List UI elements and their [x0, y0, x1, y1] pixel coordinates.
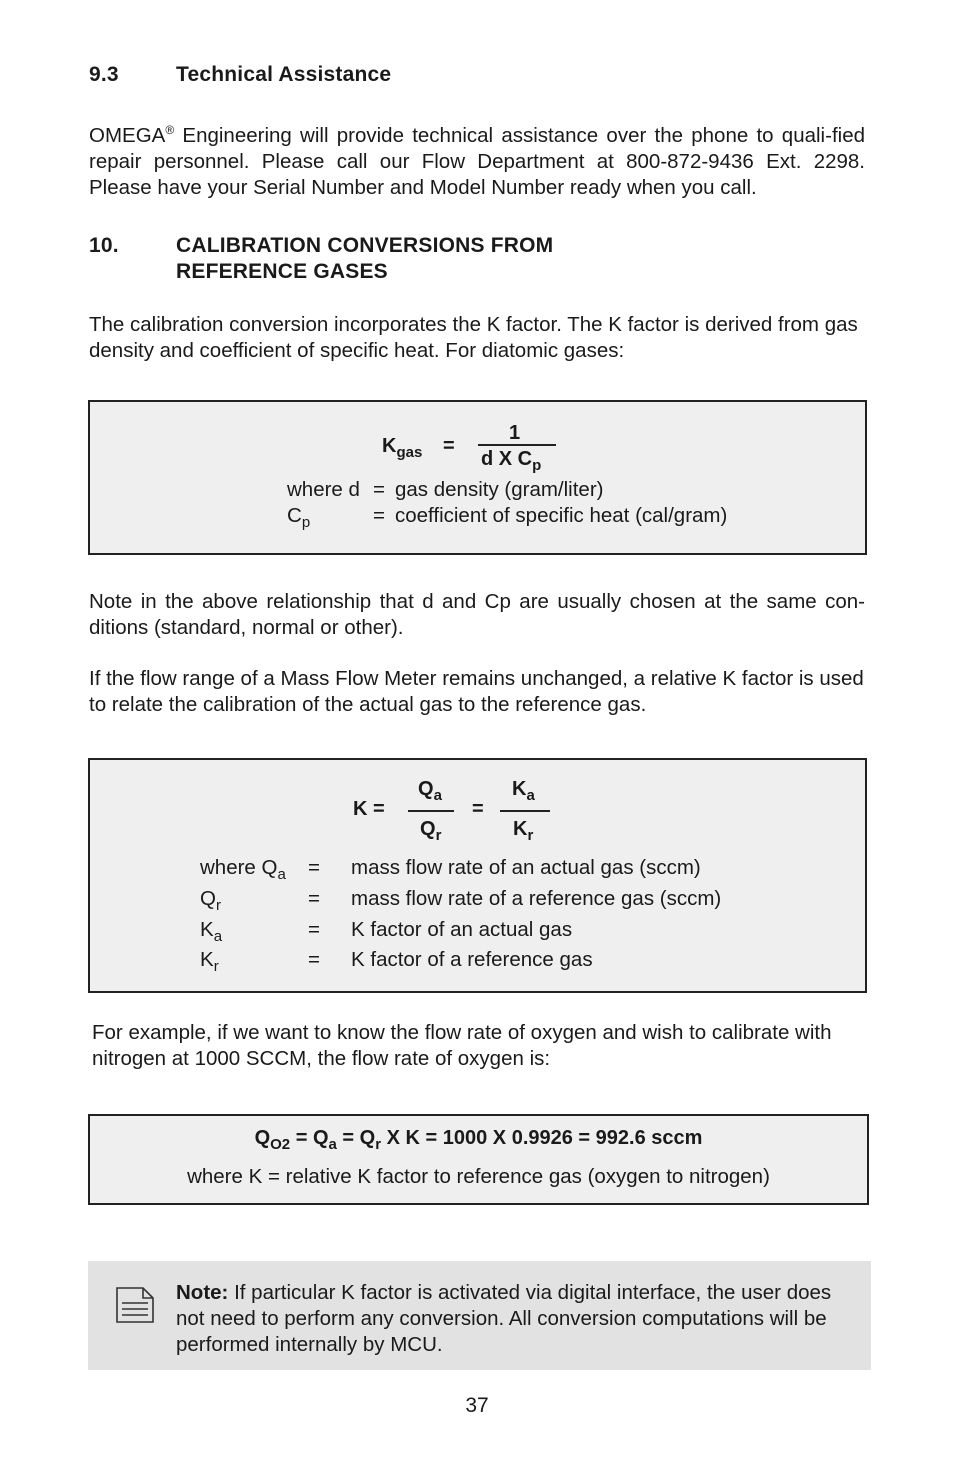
def-qa-equals: =: [308, 856, 320, 879]
def-d-equals: =: [373, 478, 385, 501]
oxygen-example-box: [88, 1114, 869, 1205]
same-conditions-paragraph: Note in the above relationship that d and Cp are usually chosen at the same con-ditions (standard, normal or other).: [89, 590, 865, 639]
qr-denominator: $Q_r$: [420, 818, 442, 844]
section-title-technical-assistance: Technical Assistance: [176, 63, 392, 86]
def-qr-text: mass flow rate of a reference gas (sccm): [351, 887, 722, 910]
technical-assistance-paragraph: [89, 117, 865, 201]
kr-denominator: $K_r$: [513, 818, 534, 844]
calibration-intro-paragraph: The calibration conversion incorporates the K factor. The K factor is derived from gas density and coefficient of specific heat. For diatomic gases:: [89, 313, 858, 362]
def-cp-equals: =: [373, 504, 385, 527]
def-qa-text: mass flow rate of an actual gas (sccm): [351, 856, 701, 879]
ratio-equals: =: [472, 798, 484, 820]
registered-mark: ®: [165, 123, 175, 137]
ka-numerator: $K_a$: [512, 778, 535, 804]
section-title-line1: CALIBRATION CONVERSIONS FROM: [176, 234, 554, 257]
note-text-block: [176, 1280, 861, 1358]
section-number-10: 10.: [89, 234, 119, 257]
def-cp-text: coefficient of specific heat (cal/gram): [395, 504, 728, 527]
def-ka-text: K factor of an actual gas: [351, 918, 573, 941]
note-icon: [115, 1286, 155, 1329]
def-qr-label: $Q_r$: [200, 887, 221, 914]
omega-name: OMEGA: [89, 123, 166, 147]
def-qa-label: where $Q_a$: [200, 856, 286, 883]
def-qr-equals: =: [308, 887, 320, 910]
k-gas-symbol: $K_{gas}$: [382, 435, 423, 461]
k-fraction-line: [500, 810, 550, 812]
technical-assistance-text: Engineering will provide technical assistance over the phone to quali-fied repair personnel. Please call our Flow Department at 800-872-9436 Ext. 2298. Please have your Serial Number and Model Number ready when you call.: [89, 123, 865, 199]
k-gas-numerator: 1: [509, 422, 521, 444]
k-gas-denominator: d X $C_p$: [481, 448, 542, 474]
k-gas-fraction-line: [478, 444, 556, 446]
section-title-line2: REFERENCE GASES: [176, 260, 388, 283]
def-d-label: where d: [287, 478, 360, 501]
def-d-text: gas density (gram/liter): [395, 478, 604, 501]
relative-k-factor-definition: where K = relative K factor to reference gas (oxygen to nitrogen): [187, 1165, 770, 1188]
def-cp-label: $C_p$: [287, 504, 311, 531]
page-number: 37: [465, 1394, 489, 1417]
oxygen-example-paragraph: For example, if we want to know the flow rate of oxygen and wish to calibrate with nitrogen at 1000 SCCM, the flow rate of oxygen is:: [92, 1021, 832, 1070]
def-kr-text: K factor of a reference gas: [351, 948, 593, 971]
def-kr-label: $K_r$: [200, 948, 219, 975]
section-number-9-3: 9.3: [89, 63, 119, 86]
k-equals-lhs: K =: [353, 798, 385, 820]
k-gas-equals: =: [443, 435, 455, 457]
note-label: Note:: [176, 1281, 229, 1304]
q-fraction-line: [408, 810, 454, 812]
oxygen-flow-equation: $Q_{O2} = Q_a = Q_r$ X K = 1000 X 0.9926 = 992.6 sccm: [254, 1127, 703, 1153]
def-kr-equals: =: [308, 948, 320, 971]
relative-k-factor-paragraph: If the flow range of a Mass Flow Meter remains unchanged, a relative K factor is used to relate the calibration of the actual gas to the reference gas.: [89, 667, 864, 716]
def-ka-equals: =: [308, 918, 320, 941]
def-ka-label: $K_a$: [200, 918, 223, 945]
note-text: If particular K factor is activated via digital interface, the user does not need to perform any conversion. All conversion computations will be performed internally by MCU.: [176, 1281, 832, 1356]
note-callout: [88, 1261, 871, 1370]
k-gas-formula-box: [88, 400, 867, 555]
qa-numerator: $Q_a$: [418, 778, 442, 804]
relative-k-formula-box: [88, 758, 867, 993]
